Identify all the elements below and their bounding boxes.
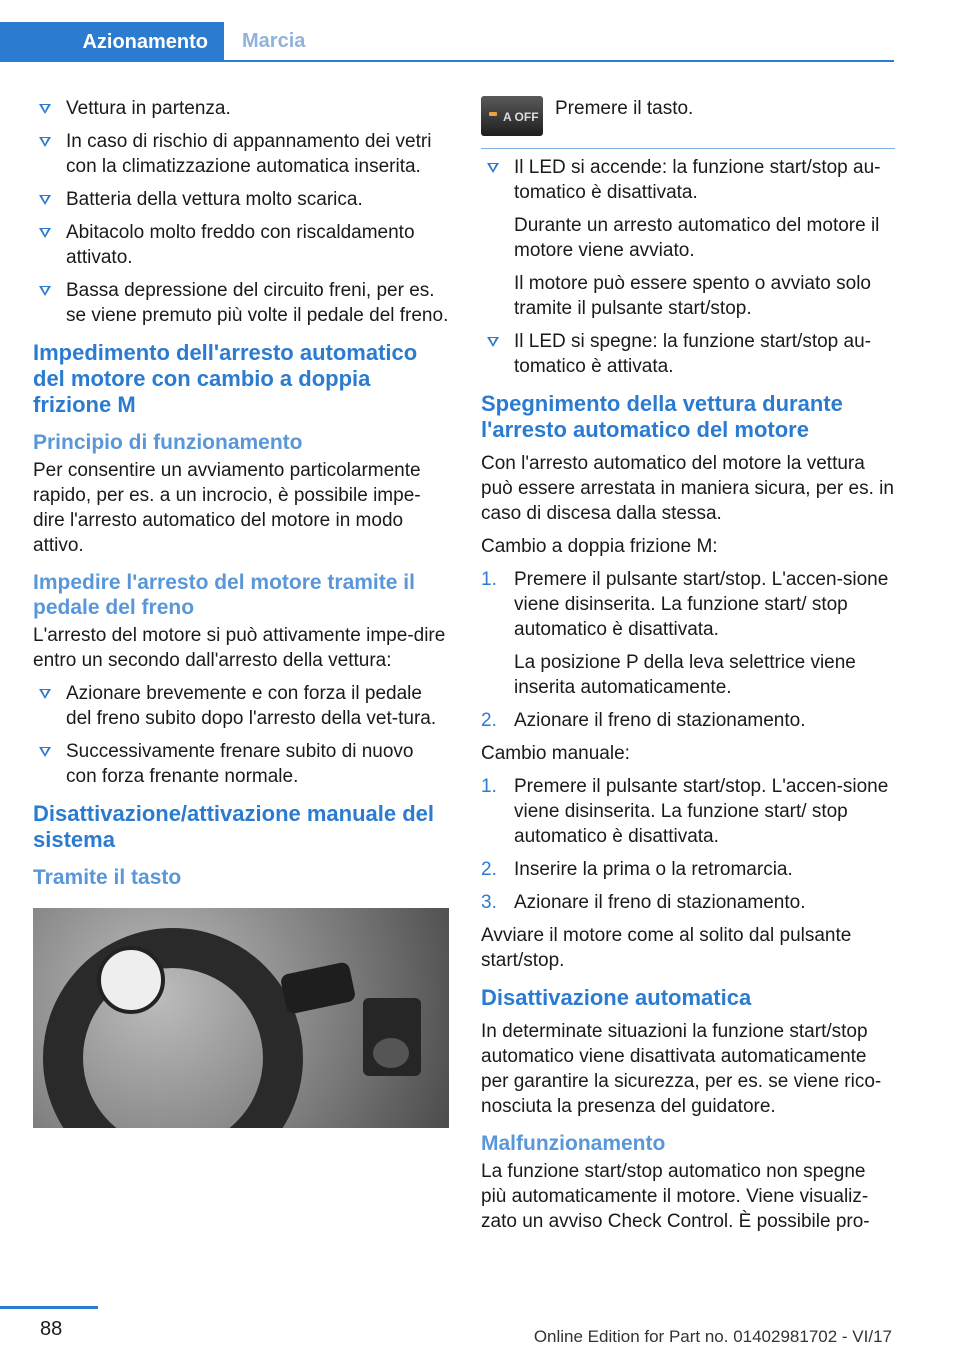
start-stop-button-illustration — [373, 1038, 409, 1068]
list-item — [481, 708, 895, 733]
list-item: Bassa depressione del circuito freni, per es. se viene premuto più volte il pedale del freno. — [33, 278, 449, 328]
heading-tramite-tasto: Tramite il tasto — [33, 866, 182, 889]
paragraph-impedire: L'arresto del motore si può attivamente impe-dire entro un secondo dall'arresto della vettura: — [33, 625, 446, 671]
wiper-stalk-illustration — [280, 961, 357, 1015]
step-text: Premere il pulsante start/stop. L'accen-sione viene disinserita. La funzione start/ stop automatico è disattivata. — [514, 776, 889, 847]
paragraph-cambio-manuale: Cambio manuale: — [481, 743, 630, 764]
brake-steps-list — [33, 681, 449, 789]
heading-disattivazione-manuale: Disattivazione/attivazione manuale del sistema — [33, 801, 435, 852]
list-item — [481, 567, 895, 700]
divider — [481, 148, 895, 149]
conditions-list — [33, 96, 449, 328]
list-item — [481, 890, 895, 915]
steps-doppia-frizione — [481, 567, 895, 733]
led-on-sub-1: Durante un arresto automatico del motore il motore viene avviato. — [514, 215, 880, 261]
paragraph-disattivazione-automatica: In determinate situazioni la funzione start/stop automatico viene disattivata automaticamente per garantire la sicurezza, per es. se viene rico-nosciuta la presenza del guidatore. — [481, 1021, 882, 1117]
key-instruction — [481, 96, 895, 136]
key-symbol: A OFF — [503, 110, 539, 124]
paragraph-cambio-doppia: Cambio a doppia frizione M: — [481, 536, 718, 557]
list-item: Successivamente frenare subito di nuovo con forza frenante normale. — [33, 739, 449, 789]
tab-marcia[interactable]: Marcia — [224, 22, 894, 62]
led-off-text: Il LED si spegne: la funzione start/stop au-tomatico è attivata. — [514, 331, 871, 377]
page-header — [0, 0, 960, 64]
heading-malfunzionamento: Malfunzionamento — [481, 1132, 666, 1155]
step-text: Premere il pulsante start/stop. L'accen-sione viene disinserita. La funzione start/ stop automatico è disattivata. — [514, 569, 889, 640]
paragraph-malfunzionamento: La funzione start/stop automatico non spegne più automaticamente il motore. Viene visualiz-zato un avviso Check Control. È possibile pro- — [481, 1161, 870, 1232]
page-number: 88 — [40, 1318, 63, 1340]
heading-disattivazione-automatica: Disattivazione automatica — [481, 985, 752, 1010]
auto-start-stop-key-icon — [481, 96, 543, 136]
paragraph-principio: Per consentire un avviamento particolarmente rapido, per es. a un incrocio, è possibile impe-dire l'arresto automatico del motore in modo attivo. — [33, 460, 421, 556]
list-item — [481, 155, 895, 321]
tab-azionamento[interactable]: Azionamento — [0, 22, 224, 62]
step-number: 1. — [481, 569, 497, 590]
steps-cambio-manuale — [481, 774, 895, 915]
step-sub-text: La posizione P della leva selettrice viene inserita automaticamente. — [514, 652, 856, 698]
steering-hub-logo — [97, 946, 165, 1014]
led-status-list — [481, 155, 895, 379]
heading-impedire: Impedire l'arresto del motore tramite il pedale del freno — [33, 571, 415, 619]
key-instruction-text: Premere il tasto. — [555, 98, 694, 119]
led-indicator — [489, 112, 497, 116]
list-item — [481, 774, 895, 849]
list-item: In caso di rischio di appannamento dei vetri con la climatizzazione automatica inserita. — [33, 129, 449, 179]
cockpit-photo — [33, 908, 449, 1128]
led-on-text: Il LED si accende: la funzione start/stop au-tomatico è disattivata. — [514, 157, 881, 203]
list-item: Batteria della vettura molto scarica. — [33, 187, 449, 212]
list-item: Abitacolo molto freddo con riscaldamento attivato. — [33, 220, 449, 270]
step-text: Inserire la prima o la retromarcia. — [514, 859, 793, 880]
led-on-sub-2: Il motore può essere spento o avviato solo tramite il pulsante start/stop. — [514, 273, 871, 319]
paragraph-spegnimento: Con l'arresto automatico del motore la vettura può essere arrestata in maniera sicura, per es. in caso di discesa dalla stessa. — [481, 453, 894, 524]
paragraph-avviare: Avviare il motore come al solito dal pulsante start/stop. — [481, 925, 852, 971]
list-item — [481, 329, 895, 379]
heading-impedimento: Impedimento dell'arresto automatico del motore con cambio a doppia frizione M — [33, 340, 418, 417]
left-column — [33, 96, 449, 1128]
step-number: 2. — [481, 859, 497, 880]
steering-wheel-illustration — [43, 928, 303, 1128]
edition-text: Online Edition for Part no. 01402981702 - VI/17 — [533, 1327, 892, 1346]
list-item — [481, 857, 895, 882]
heading-principio: Principio di funzionamento — [33, 431, 303, 454]
list-item: Azionare brevemente e con forza il pedale del freno subito dopo l'arresto della vet-tura. — [33, 681, 449, 731]
step-text: Azionare il freno di stazionamento. — [514, 892, 806, 913]
step-number: 1. — [481, 776, 497, 797]
step-number: 2. — [481, 710, 497, 731]
heading-spegnimento: Spegnimento della vettura durante l'arresto automatico del motore — [481, 391, 843, 442]
step-text: Azionare il freno di stazionamento. — [514, 710, 806, 731]
right-column — [481, 96, 895, 1242]
step-number: 3. — [481, 892, 497, 913]
list-item: Vettura in partenza. — [33, 96, 449, 121]
footer-accent-line — [0, 1306, 98, 1309]
